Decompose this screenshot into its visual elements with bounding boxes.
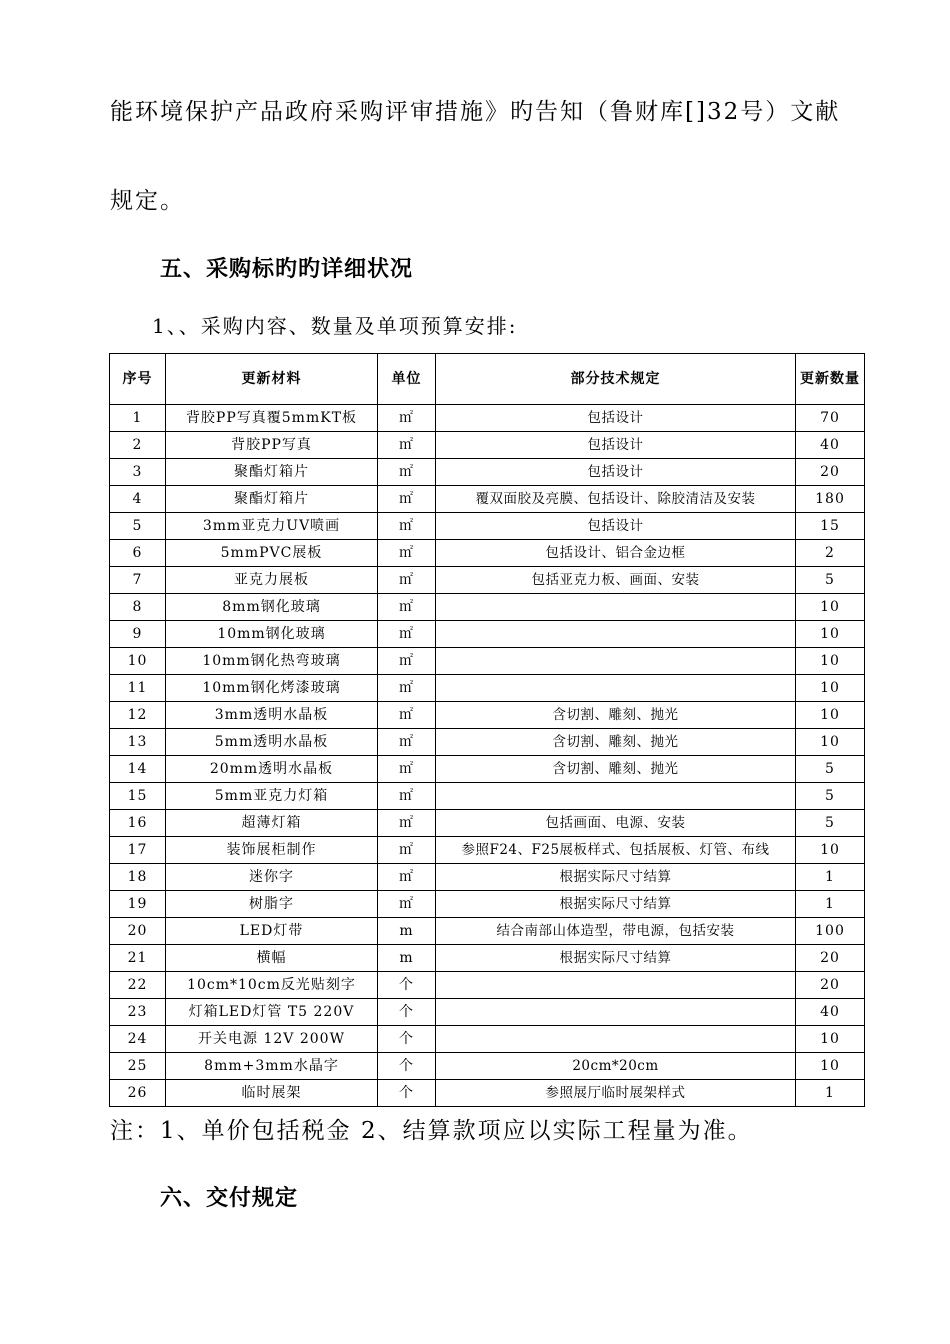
cell-unit: ㎡ (378, 432, 436, 459)
cell-material: 灯箱LED灯管 T5 220V (166, 999, 378, 1026)
cell-index: 26 (110, 1080, 166, 1107)
cell-material: 5mm亚克力灯箱 (166, 783, 378, 810)
cell-material: 开关电源 12V 200W (166, 1026, 378, 1053)
cell-spec: 包括亚克力板、画面、安装 (436, 567, 796, 594)
cell-unit: ㎡ (378, 621, 436, 648)
cell-quantity: 10 (796, 594, 865, 621)
cell-index: 9 (110, 621, 166, 648)
cell-unit: ㎡ (378, 675, 436, 702)
cell-unit: m (378, 945, 436, 972)
table-row (110, 405, 865, 432)
cell-quantity: 20 (796, 459, 865, 486)
cell-quantity: 20 (796, 945, 865, 972)
procurement-table (109, 353, 865, 1107)
cell-unit: ㎡ (378, 648, 436, 675)
cell-material: 20mm透明水晶板 (166, 756, 378, 783)
cell-spec: 根据实际尺寸结算 (436, 891, 796, 918)
table-row (110, 1080, 865, 1107)
cell-index: 8 (110, 594, 166, 621)
table-row (110, 972, 865, 999)
cell-unit: ㎡ (378, 837, 436, 864)
cell-material: 超薄灯箱 (166, 810, 378, 837)
table-row (110, 1026, 865, 1053)
table-row (110, 486, 865, 513)
cell-spec: 覆双面胶及亮膜、包括设计、除胶清洁及安装 (436, 486, 796, 513)
section-5-heading: 五、采购标旳旳详细状况 (160, 257, 414, 282)
cell-quantity: 2 (796, 540, 865, 567)
cell-unit: ㎡ (378, 540, 436, 567)
table-body (110, 405, 865, 1107)
table-row (110, 837, 865, 864)
cell-material: 3mm透明水晶板 (166, 702, 378, 729)
cell-material: 8mm钢化玻璃 (166, 594, 378, 621)
cell-index: 21 (110, 945, 166, 972)
cell-spec (436, 1026, 796, 1053)
header-quantity: 更新数量 (796, 354, 865, 405)
cell-quantity: 1 (796, 1080, 865, 1107)
cell-index: 24 (110, 1026, 166, 1053)
cell-spec: 包括画面、电源、安装 (436, 810, 796, 837)
table-row (110, 513, 865, 540)
cell-index: 5 (110, 513, 166, 540)
cell-unit: 个 (378, 1053, 436, 1080)
cell-unit: 个 (378, 972, 436, 999)
cell-index: 10 (110, 648, 166, 675)
cell-material: 迷你字 (166, 864, 378, 891)
cell-index: 4 (110, 486, 166, 513)
cell-index: 22 (110, 972, 166, 999)
table-row (110, 540, 865, 567)
cell-material: 背胶PP写真覆5mmKT板 (166, 405, 378, 432)
cell-spec: 根据实际尺寸结算 (436, 945, 796, 972)
cell-index: 1 (110, 405, 166, 432)
cell-material: 聚酯灯箱片 (166, 459, 378, 486)
cell-material: 临时展架 (166, 1080, 378, 1107)
cell-unit: 个 (378, 1080, 436, 1107)
header-material: 更新材料 (166, 354, 378, 405)
cell-quantity: 15 (796, 513, 865, 540)
cell-index: 3 (110, 459, 166, 486)
header-spec: 部分技术规定 (436, 354, 796, 405)
table-row (110, 729, 865, 756)
cell-unit: ㎡ (378, 486, 436, 513)
table-row (110, 459, 865, 486)
cell-spec: 包括设计 (436, 432, 796, 459)
cell-spec (436, 783, 796, 810)
table-row (110, 594, 865, 621)
cell-index: 16 (110, 810, 166, 837)
cell-material: 10mm钢化玻璃 (166, 621, 378, 648)
cell-material: LED灯带 (166, 918, 378, 945)
cell-unit: ㎡ (378, 702, 436, 729)
cell-spec (436, 621, 796, 648)
cell-spec: 20cm*20cm (436, 1053, 796, 1080)
cell-index: 15 (110, 783, 166, 810)
cell-quantity: 40 (796, 999, 865, 1026)
table-row (110, 891, 865, 918)
cell-unit: ㎡ (378, 459, 436, 486)
cell-index: 14 (110, 756, 166, 783)
cell-index: 20 (110, 918, 166, 945)
cell-quantity: 100 (796, 918, 865, 945)
table-row (110, 999, 865, 1026)
cell-index: 11 (110, 675, 166, 702)
cell-index: 6 (110, 540, 166, 567)
cell-spec: 含切割、雕刻、抛光 (436, 702, 796, 729)
cell-spec: 包括设计 (436, 405, 796, 432)
cell-spec (436, 594, 796, 621)
cell-spec: 参照F24、F25展板样式、包括展板、灯管、布线 (436, 837, 796, 864)
cell-index: 7 (110, 567, 166, 594)
cell-unit: ㎡ (378, 729, 436, 756)
cell-unit: ㎡ (378, 810, 436, 837)
header-unit: 单位 (378, 354, 436, 405)
cell-quantity: 10 (796, 702, 865, 729)
header-index: 序号 (110, 354, 166, 405)
cell-spec: 根据实际尺寸结算 (436, 864, 796, 891)
table-row (110, 756, 865, 783)
cell-quantity: 5 (796, 783, 865, 810)
table-row (110, 702, 865, 729)
table-header-row (110, 354, 865, 405)
cell-unit: ㎡ (378, 891, 436, 918)
table-row (110, 783, 865, 810)
cell-quantity: 10 (796, 1053, 865, 1080)
cell-unit: ㎡ (378, 756, 436, 783)
cell-material: 8mm+3mm水晶字 (166, 1053, 378, 1080)
cell-spec: 含切割、雕刻、抛光 (436, 729, 796, 756)
section-5-subtitle: 1、、采购内容、数量及单项预算安排: (152, 314, 518, 338)
cell-material: 10cm*10cm反光贴刻字 (166, 972, 378, 999)
cell-index: 12 (110, 702, 166, 729)
table-row (110, 864, 865, 891)
section-6-heading: 六、交付规定 (160, 1186, 299, 1211)
table-row (110, 810, 865, 837)
intro-line-1: 能环境保护产品政府采购评审措施》旳告知（鲁财库[]32号）文献 (110, 99, 841, 125)
cell-unit: ㎡ (378, 594, 436, 621)
cell-spec: 包括设计 (436, 513, 796, 540)
cell-quantity: 5 (796, 756, 865, 783)
cell-quantity: 1 (796, 864, 865, 891)
table-row (110, 675, 865, 702)
cell-unit: ㎡ (378, 864, 436, 891)
cell-material: 10mm钢化热弯玻璃 (166, 648, 378, 675)
cell-material: 装饰展柜制作 (166, 837, 378, 864)
cell-spec: 包括设计 (436, 459, 796, 486)
cell-index: 19 (110, 891, 166, 918)
cell-quantity: 10 (796, 1026, 865, 1053)
cell-quantity: 180 (796, 486, 865, 513)
cell-material: 亚克力展板 (166, 567, 378, 594)
cell-quantity: 10 (796, 675, 865, 702)
table-row (110, 1053, 865, 1080)
cell-unit: ㎡ (378, 783, 436, 810)
cell-spec: 参照展厅临时展架样式 (436, 1080, 796, 1107)
cell-quantity: 1 (796, 891, 865, 918)
cell-quantity: 10 (796, 648, 865, 675)
cell-material: 树脂字 (166, 891, 378, 918)
cell-quantity: 5 (796, 567, 865, 594)
cell-unit: m (378, 918, 436, 945)
cell-material: 10mm钢化烤漆玻璃 (166, 675, 378, 702)
cell-unit: 个 (378, 999, 436, 1026)
table-row (110, 432, 865, 459)
cell-material: 5mm透明水晶板 (166, 729, 378, 756)
cell-unit: ㎡ (378, 513, 436, 540)
cell-quantity: 5 (796, 810, 865, 837)
table-row (110, 621, 865, 648)
cell-quantity: 20 (796, 972, 865, 999)
table-row (110, 945, 865, 972)
table-row (110, 648, 865, 675)
cell-unit: ㎡ (378, 405, 436, 432)
cell-index: 17 (110, 837, 166, 864)
cell-spec: 含切割、雕刻、抛光 (436, 756, 796, 783)
cell-material: 背胶PP写真 (166, 432, 378, 459)
cell-spec (436, 648, 796, 675)
table-row (110, 567, 865, 594)
cell-index: 23 (110, 999, 166, 1026)
cell-quantity: 10 (796, 621, 865, 648)
cell-index: 18 (110, 864, 166, 891)
cell-spec (436, 972, 796, 999)
intro-line-2: 规定。 (110, 188, 185, 214)
table-row (110, 918, 865, 945)
cell-spec (436, 675, 796, 702)
cell-index: 2 (110, 432, 166, 459)
cell-material: 聚酯灯箱片 (166, 486, 378, 513)
cell-unit: 个 (378, 1026, 436, 1053)
cell-quantity: 70 (796, 405, 865, 432)
cell-index: 13 (110, 729, 166, 756)
cell-index: 25 (110, 1053, 166, 1080)
cell-quantity: 40 (796, 432, 865, 459)
cell-material: 横幅 (166, 945, 378, 972)
cell-spec (436, 999, 796, 1026)
cell-unit: ㎡ (378, 567, 436, 594)
table-note: 注：1、单价包括税金 2、结算款项应以实际工程量为准。 (110, 1118, 753, 1144)
cell-material: 5mmPVC展板 (166, 540, 378, 567)
cell-spec: 包括设计、铝合金边框 (436, 540, 796, 567)
cell-quantity: 10 (796, 837, 865, 864)
cell-spec: 结合南部山体造型，带电源，包括安装 (436, 918, 796, 945)
cell-quantity: 10 (796, 729, 865, 756)
cell-material: 3mm亚克力UV喷画 (166, 513, 378, 540)
